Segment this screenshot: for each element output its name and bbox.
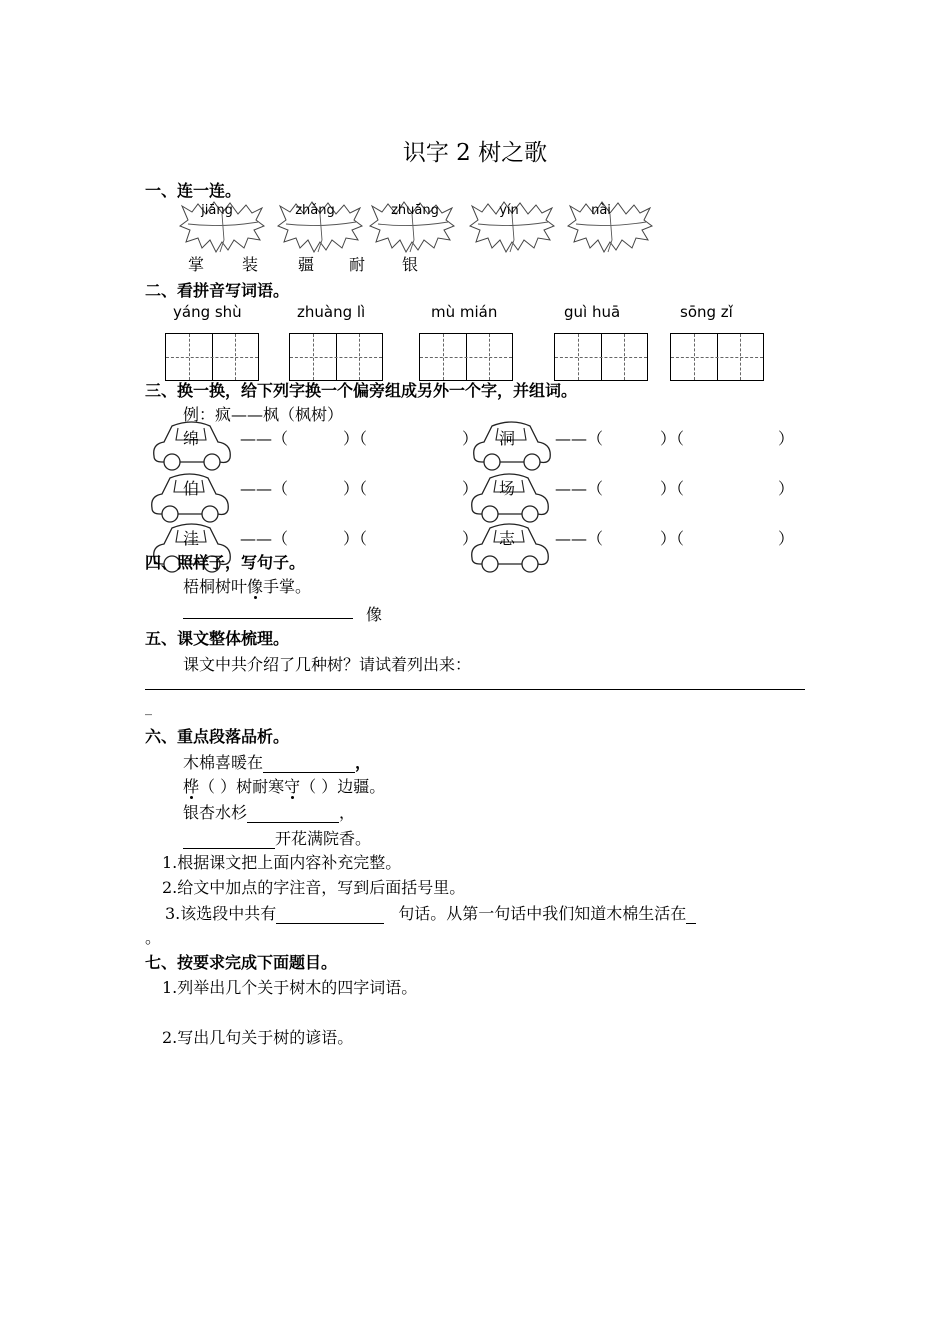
section-4-heading: 四、照样子，写句子。 — [145, 553, 306, 572]
q1: 1.列举出几个关于树木的四字词语。 — [162, 978, 418, 997]
pinyin-1: jiāng — [201, 203, 233, 218]
dash: ——（ — [240, 479, 289, 498]
question: 课文中共介绍了几种树？请试着列出来： — [183, 655, 472, 674]
dash: ——（ — [240, 429, 289, 448]
dash: ——（ — [555, 529, 604, 548]
line-1: 木棉喜暖在 ， — [183, 753, 372, 772]
left-char-2: 伯 — [183, 479, 200, 498]
close: ） — [778, 529, 795, 548]
example-sentence: 梧桐树叶像手掌。 — [183, 577, 312, 596]
right-char-1: 洞 — [499, 429, 516, 448]
pinyin-5: nài — [591, 203, 611, 218]
left-char-1: 绵 — [183, 429, 200, 448]
underscore: _ — [145, 700, 152, 716]
close-open: ）（ — [343, 479, 368, 498]
writing-box-1[interactable] — [165, 333, 259, 381]
section-6-heading: 六、重点段落品析。 — [145, 727, 290, 746]
q3: 3.该选段中共有 句话。从第一句话中我们知道木棉生活在 — [165, 901, 696, 924]
close: ） — [462, 479, 479, 498]
q2: 2.给文中加点的字注音，写到后面括号里。 — [162, 878, 466, 897]
section-5-heading: 五、课文整体梳理。 — [145, 629, 290, 648]
blank-4[interactable] — [276, 908, 384, 924]
dash: ——（ — [240, 529, 289, 548]
close-open: ）（ — [660, 529, 685, 548]
dash: ——（ — [555, 479, 604, 498]
pinyin-word-1: yáng shù — [173, 303, 242, 321]
page-title: 识字 2 树之歌 — [402, 140, 548, 166]
q1: 1.根据课文把上面内容补充完整。 — [162, 853, 402, 872]
period: 。 — [145, 928, 162, 947]
blank-1[interactable] — [263, 757, 355, 773]
char-4: 耐 — [349, 255, 366, 274]
section-7-heading: 七、按要求完成下面题目。 — [145, 953, 338, 972]
char-3: 疆 — [298, 255, 315, 274]
close: ） — [778, 429, 795, 448]
blank-2[interactable] — [247, 807, 339, 823]
writing-box-5[interactable] — [670, 333, 764, 381]
close: ） — [778, 479, 795, 498]
pinyin-word-2: zhuàng lì — [297, 303, 366, 321]
pinyin-3: zhuāng — [391, 203, 439, 218]
pinyin-4: yín — [499, 203, 519, 218]
writing-box-3[interactable] — [419, 333, 513, 381]
section-2-heading: 二、看拼音写词语。 — [145, 281, 290, 300]
blank-3[interactable] — [183, 833, 275, 849]
close-open: ）（ — [660, 479, 685, 498]
q2: 2.写出几句关于树的谚语。 — [162, 1028, 354, 1047]
pinyin-word-5: sōng zǐ — [680, 303, 733, 321]
writing-box-2[interactable] — [289, 333, 383, 381]
close: ） — [462, 529, 479, 548]
line-3: 银杏水杉 ， — [183, 803, 356, 822]
close: ） — [462, 429, 479, 448]
right-char-3: 志 — [499, 529, 516, 548]
char-2: 装 — [242, 255, 259, 274]
line-2: 桦（ ）树耐寒守（ ）边疆。 — [183, 777, 386, 796]
close-open: ）（ — [660, 429, 685, 448]
pinyin-2: zhǎng — [295, 203, 335, 218]
char-5: 银 — [402, 255, 419, 274]
answer-line[interactable] — [183, 618, 353, 619]
close-open: ）（ — [343, 429, 368, 448]
word-xiang: 像 — [366, 605, 383, 624]
writing-box-4[interactable] — [554, 333, 648, 381]
left-char-3: 洼 — [183, 529, 200, 548]
line-4: 开花满院香。 — [183, 826, 371, 849]
blank-5[interactable] — [686, 908, 696, 924]
right-char-2: 场 — [499, 479, 516, 498]
close-open: ）（ — [343, 529, 368, 548]
section-1-heading: 一、连一连。 — [145, 181, 242, 200]
pinyin-word-4: guì huā — [564, 303, 621, 321]
example: 例：疯——枫（枫树） — [183, 405, 344, 424]
pinyin-word-3: mù mián — [431, 303, 498, 321]
dash: ——（ — [555, 429, 604, 448]
answer-line[interactable] — [145, 689, 805, 690]
char-1: 掌 — [188, 255, 205, 274]
section-3-heading: 三、换一换，给下列字换一个偏旁组成另外一个字，并组词。 — [145, 381, 578, 400]
